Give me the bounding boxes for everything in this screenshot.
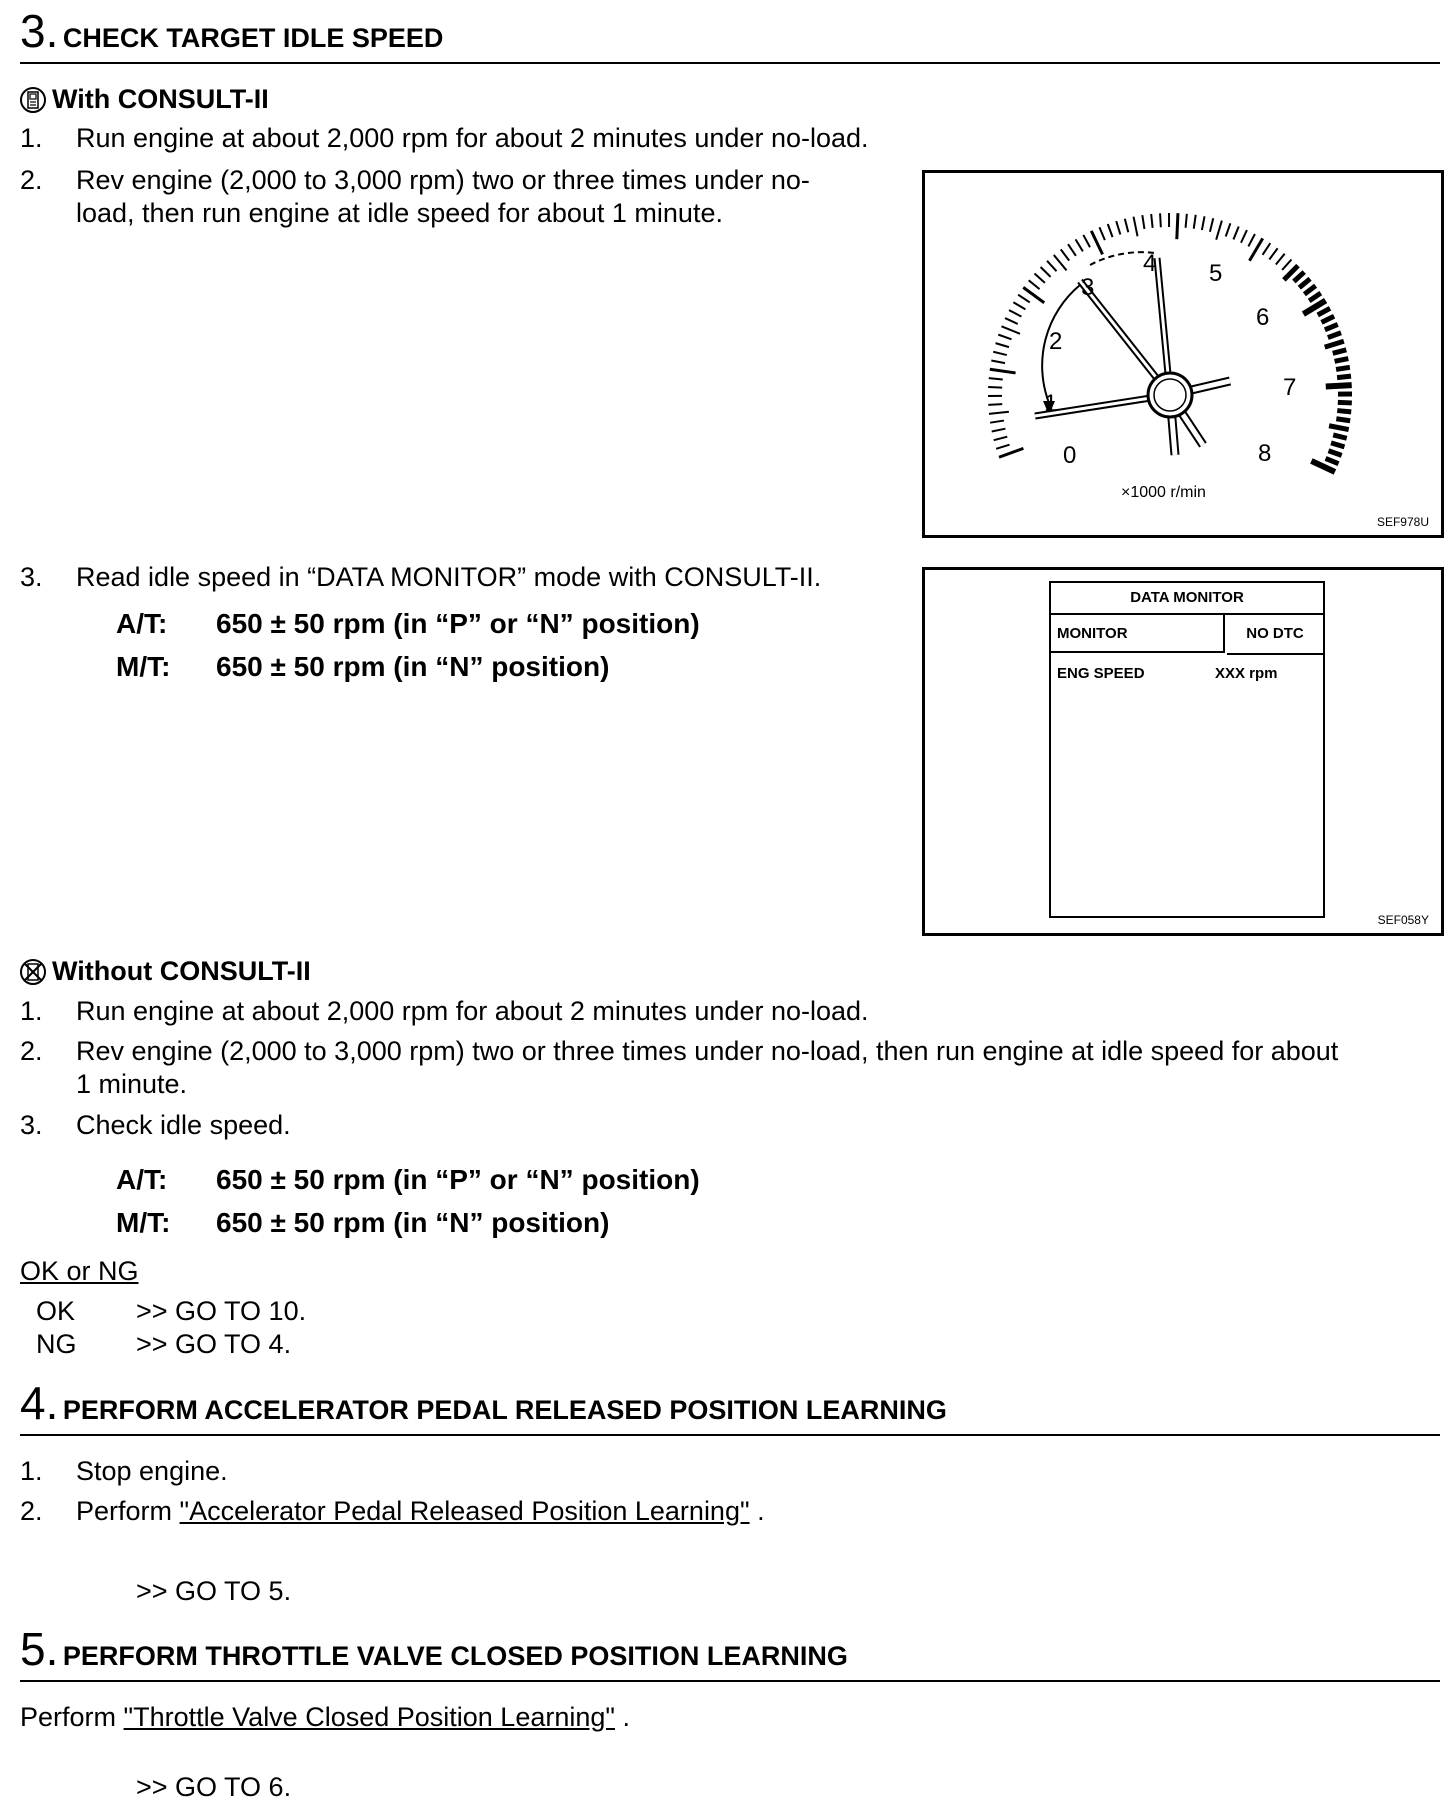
tach-tick <box>1091 231 1102 254</box>
monitor-screen <box>1049 581 1325 918</box>
step5-number: 5. <box>20 1623 59 1675</box>
tach-tick <box>992 429 1006 432</box>
tach-tick <box>1194 215 1196 229</box>
tach-tick <box>1333 350 1347 353</box>
step5-title: PERFORM THROTTLE VALVE CLOSED POSITION LEARNING <box>62 1641 848 1671</box>
tach-tick <box>989 378 1003 379</box>
tach-tick <box>1294 272 1304 281</box>
without-item-3-text: Check idle speed. <box>76 1110 291 1140</box>
tach-tick <box>994 437 1008 440</box>
result-ng-key: NG <box>36 1329 77 1359</box>
tach-tick <box>1336 419 1350 421</box>
tach-tick <box>1241 230 1247 243</box>
tach-unit: ×1000 r/min <box>1121 484 1206 501</box>
without-consult-heading: Without CONSULT-II <box>20 956 311 987</box>
tach-tick <box>993 352 1007 355</box>
with-item-2-line2: load, then run engine at idle speed for about 1 minute. <box>76 198 723 228</box>
tach-tick <box>1009 310 1021 317</box>
monitor-row-label: ENG SPEED <box>1057 665 1145 682</box>
tach-tick <box>1263 243 1271 255</box>
without-spec-at-label: A/T: <box>116 1164 168 1195</box>
tick-label: 7 <box>1283 374 1297 401</box>
step3-header <box>20 5 444 57</box>
tach-tick <box>988 404 1002 405</box>
tach-tick <box>1047 261 1056 271</box>
step4-goto[interactable]: >> GO TO 5. <box>136 1576 292 1606</box>
tach-tick <box>1304 286 1315 294</box>
without-item-1-text: Run engine at about 2,000 rpm for about 2 minutes under no-load. <box>76 996 869 1026</box>
tachometer-figure <box>922 170 1444 538</box>
with-item-2-line1: Rev engine (2,000 to 3,000 rpm) two or three times under no- <box>76 165 810 195</box>
tach-tick <box>1318 308 1330 315</box>
tach-tick <box>1068 244 1076 256</box>
step4-header <box>20 1377 947 1429</box>
step4-title: PERFORM ACCELERATOR PEDAL RELEASED POSITION LEARNING <box>62 1395 947 1425</box>
tach-tick <box>1329 426 1349 430</box>
item-number: 3. <box>20 1110 43 1140</box>
step4-perform-text: Perform <box>76 1496 173 1526</box>
tach-tick <box>988 387 1002 388</box>
monitor-row-value: XXX rpm <box>1215 665 1278 682</box>
tick-label: 1 <box>1044 390 1058 417</box>
step5-rule <box>20 1680 1440 1682</box>
tach-tick <box>1177 213 1178 239</box>
tach-tick <box>1083 235 1090 247</box>
item-number: 1. <box>20 1456 43 1486</box>
result-ng-action[interactable]: >> GO TO 4. <box>136 1329 292 1359</box>
item-number: 1. <box>20 123 43 153</box>
tach-tick <box>1151 214 1152 228</box>
tach-tick <box>1108 224 1113 237</box>
step3-title: CHECK TARGET IDLE SPEED <box>62 23 444 53</box>
tach-tick <box>1186 214 1187 228</box>
tach-tick <box>990 421 1004 423</box>
tick-label: 4 <box>1143 250 1157 277</box>
tach-tick <box>1125 219 1128 233</box>
data-monitor-figure <box>922 567 1444 936</box>
tach-tick <box>991 360 1005 363</box>
tick-label: 0 <box>1063 442 1077 469</box>
tach-tick <box>1076 239 1083 251</box>
accelerator-learning-link[interactable]: "Accelerator Pedal Released Position Learning" <box>179 1496 750 1526</box>
tach-tick <box>1134 217 1138 237</box>
tachometer-dial <box>925 173 1441 535</box>
item-number: 3. <box>20 562 43 592</box>
with-spec-at-label: A/T: <box>116 608 168 639</box>
tach-tick <box>1335 359 1349 362</box>
without-spec-at-value: 650 ± 50 rpm (in “P” or “N” position) <box>216 1164 700 1195</box>
tach-tick <box>1210 218 1213 232</box>
step4-period: . <box>757 1496 765 1526</box>
without-item-2-line1: Rev engine (2,000 to 3,000 rpm) two or three times under no-load, then run engine at idle speed for about <box>76 1036 1339 1066</box>
tach-tick <box>990 369 1016 373</box>
step4-number: 4. <box>20 1377 59 1429</box>
step5-perform <box>20 1702 630 1733</box>
tach-tick <box>1328 451 1341 456</box>
tach-tick <box>1333 435 1347 438</box>
tach-tick <box>1013 302 1025 309</box>
item-number: 2. <box>20 1496 43 1526</box>
with-item-1-text: Run engine at about 2,000 rpm for about 2 minutes under no-load. <box>76 123 869 153</box>
tach-tick <box>1029 280 1040 289</box>
step5-period: . <box>622 1702 631 1732</box>
tach-tick <box>1328 333 1341 338</box>
tach-tick <box>998 335 1011 340</box>
tach-tick <box>1001 326 1020 334</box>
tach-tick <box>1276 254 1285 265</box>
tach-tick <box>1282 259 1291 269</box>
tick-label: 3 <box>1081 274 1095 301</box>
tick-label: 6 <box>1256 304 1270 331</box>
monitor-status: NO DTC <box>1227 615 1323 655</box>
tach-tick <box>1202 216 1205 230</box>
tach-tick <box>1321 316 1334 322</box>
tach-tick <box>1248 234 1255 246</box>
tach-tick <box>1326 385 1352 386</box>
step5-header <box>20 1623 848 1675</box>
monitor-col-header: MONITOR <box>1051 615 1225 653</box>
step5-perform-text: Perform <box>20 1702 117 1732</box>
tach-tick <box>1005 318 1018 324</box>
tick-label: 5 <box>1209 260 1223 287</box>
tach-tick <box>1269 248 1277 259</box>
tach-tick <box>1338 402 1352 403</box>
monitor-figure-code: SEF058Y <box>1377 913 1429 927</box>
result-ok-action[interactable]: >> GO TO 10. <box>136 1296 307 1326</box>
result-label: OK or NG <box>20 1256 139 1286</box>
step3-rule <box>20 62 1440 64</box>
tach-tick <box>999 448 1023 457</box>
step3-number: 3. <box>20 5 59 57</box>
step4-rule <box>20 1434 1440 1436</box>
tach-tick <box>1325 324 1338 329</box>
tach-tick <box>1233 226 1238 239</box>
tach-tick <box>1226 223 1231 236</box>
result-ok-key: OK <box>36 1296 76 1326</box>
tach-tick <box>1325 341 1344 347</box>
tach-tick <box>1034 274 1044 283</box>
tach-tick <box>1041 267 1051 277</box>
tach-tick <box>1018 295 1030 303</box>
tach-tick <box>1160 213 1161 227</box>
consult-icon <box>20 87 46 113</box>
with-spec-mt-label: M/T: <box>116 651 171 682</box>
tach-tick <box>1326 458 1339 463</box>
item-number: 2. <box>20 165 43 195</box>
tick-label: 2 <box>1049 328 1063 355</box>
tach-tick <box>1337 376 1351 377</box>
tick-label: 8 <box>1258 440 1272 467</box>
tach-tick <box>996 343 1009 347</box>
without-spec-mt-value: 650 ± 50 rpm (in “N” position) <box>216 1207 610 1238</box>
monitor-title: DATA MONITOR <box>1051 583 1323 615</box>
with-spec-at-value: 650 ± 50 rpm (in “P” or “N” position) <box>216 608 700 639</box>
with-item-3-text: Read idle speed in “DATA MONITOR” mode with CONSULT-II. <box>76 562 822 592</box>
no-consult-icon <box>20 959 46 985</box>
tach-figure-code: SEF978U <box>1376 515 1429 529</box>
tach-tick <box>989 412 1009 414</box>
with-consult-heading: With CONSULT-II <box>20 84 269 115</box>
without-item-2-line2: 1 minute. <box>76 1069 188 1099</box>
step5-goto[interactable]: >> GO TO 6. <box>136 1772 292 1802</box>
tach-tick <box>1116 221 1120 234</box>
tach-tick <box>1337 411 1351 412</box>
item-number: 2. <box>20 1036 43 1066</box>
tach-tick <box>1309 293 1321 301</box>
tach-tick <box>1099 227 1104 240</box>
item-number: 1. <box>20 996 43 1026</box>
tach-tick <box>996 445 1009 449</box>
tach-tick <box>1054 255 1067 270</box>
with-spec-mt-value: 650 ± 50 rpm (in “N” position) <box>216 651 610 682</box>
throttle-learning-link[interactable]: "Throttle Valve Closed Position Learning" <box>123 1702 615 1732</box>
tach-tick <box>1336 367 1350 369</box>
step4-item-1-text: Stop engine. <box>76 1456 228 1486</box>
tach-tick <box>1061 249 1069 260</box>
tach-tick <box>1299 279 1310 288</box>
tach-tick <box>1142 215 1144 229</box>
step4-item-2 <box>76 1496 765 1527</box>
without-spec-mt-label: M/T: <box>116 1207 171 1238</box>
tach-tick <box>1216 221 1222 240</box>
tach-tick <box>1331 443 1344 447</box>
